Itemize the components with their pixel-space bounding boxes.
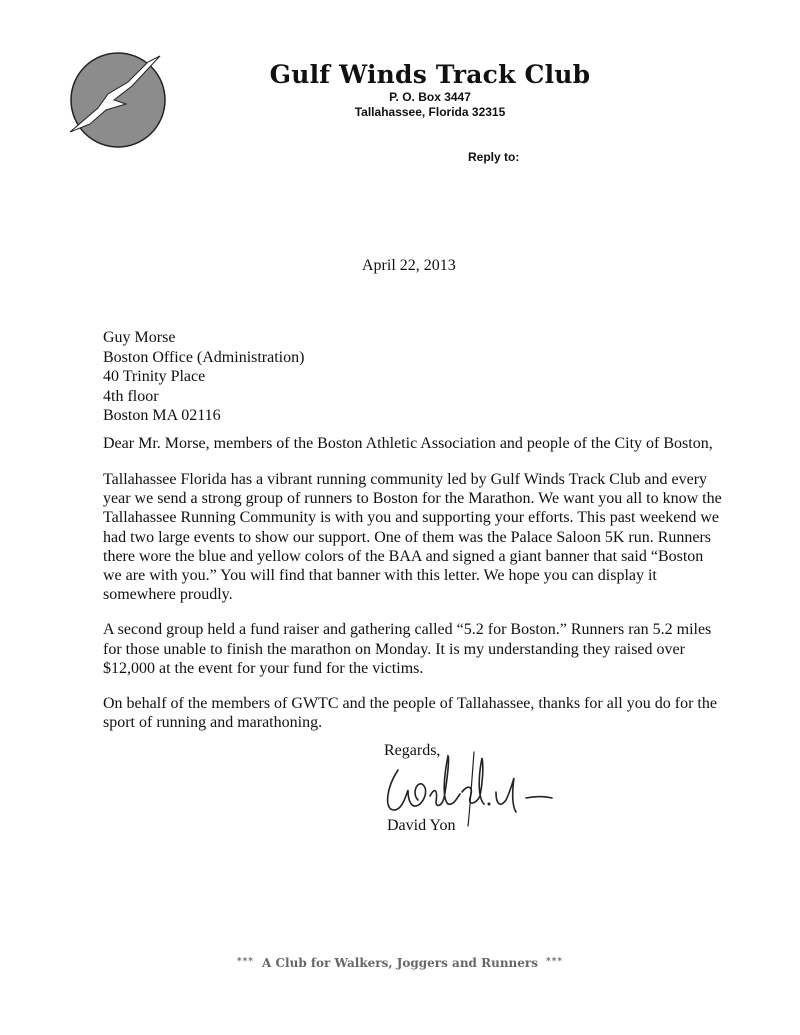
body-paragraph: Tallahassee Florida has a vibrant running community led by Gulf Winds Track Club and every year we send a strong group of runners to Boston for the Marathon. We want you all to know the Tallahassee Running Community is with you and supporting your efforts. This past weekend we had two large events to show our support. One of them was the Palace Saloon 5K run. Runners there wore the blue and yellow colors of the BAA and signed a giant banner that said “Boston we are with you.” You will find that banner with this letter. We hope you can display it somewhere proudly. [103, 471, 722, 604]
organization-name: Gulf Winds Track Club [269, 60, 591, 89]
letter-body [103, 470, 723, 748]
signer-name: David Yon [387, 817, 456, 834]
decorative-stars-left: *** [236, 957, 254, 967]
recipient-name: Guy Morse [103, 329, 176, 346]
recipient-floor: 4th floor [103, 387, 159, 405]
recipient-office: Boston Office (Administration) [103, 348, 305, 366]
decorative-stars-right: *** [546, 957, 564, 967]
po-box-line: P. O. Box 3447 [389, 90, 471, 104]
footer-tagline-block [0, 956, 800, 970]
recipient-address-block [103, 328, 304, 426]
footer-tagline: A Club for Walkers, Joggers and Runners [262, 956, 538, 970]
recipient-city: Boston MA 02116 [103, 407, 221, 424]
letter-date: April 22, 2013 [362, 257, 456, 274]
reply-to-label: Reply to: [468, 150, 520, 164]
city-state-line: Tallahassee, Florida 32315 [354, 105, 506, 119]
closing: Regards, [384, 742, 441, 759]
salutation: Dear Mr. Morse, members of the Boston Athletic Association and people of the City of Boston, [103, 435, 713, 452]
seagull-logo-icon [68, 50, 168, 150]
letterhead [240, 60, 620, 120]
handwritten-signature-icon [378, 748, 558, 828]
body-paragraph: On behalf of the members of GWTC and the people of Tallahassee, thanks for all you do for the sport of running and marathoning. [103, 695, 717, 732]
body-paragraph: A second group held a fund raiser and gathering called “5.2 for Boston.” Runners ran 5.2 miles for those unable to finish the marathon on Monday. It is my understanding they raised over $12,000 at the event for your fund for the victims. [103, 621, 712, 677]
recipient-street: 40 Trinity Place [103, 368, 206, 385]
